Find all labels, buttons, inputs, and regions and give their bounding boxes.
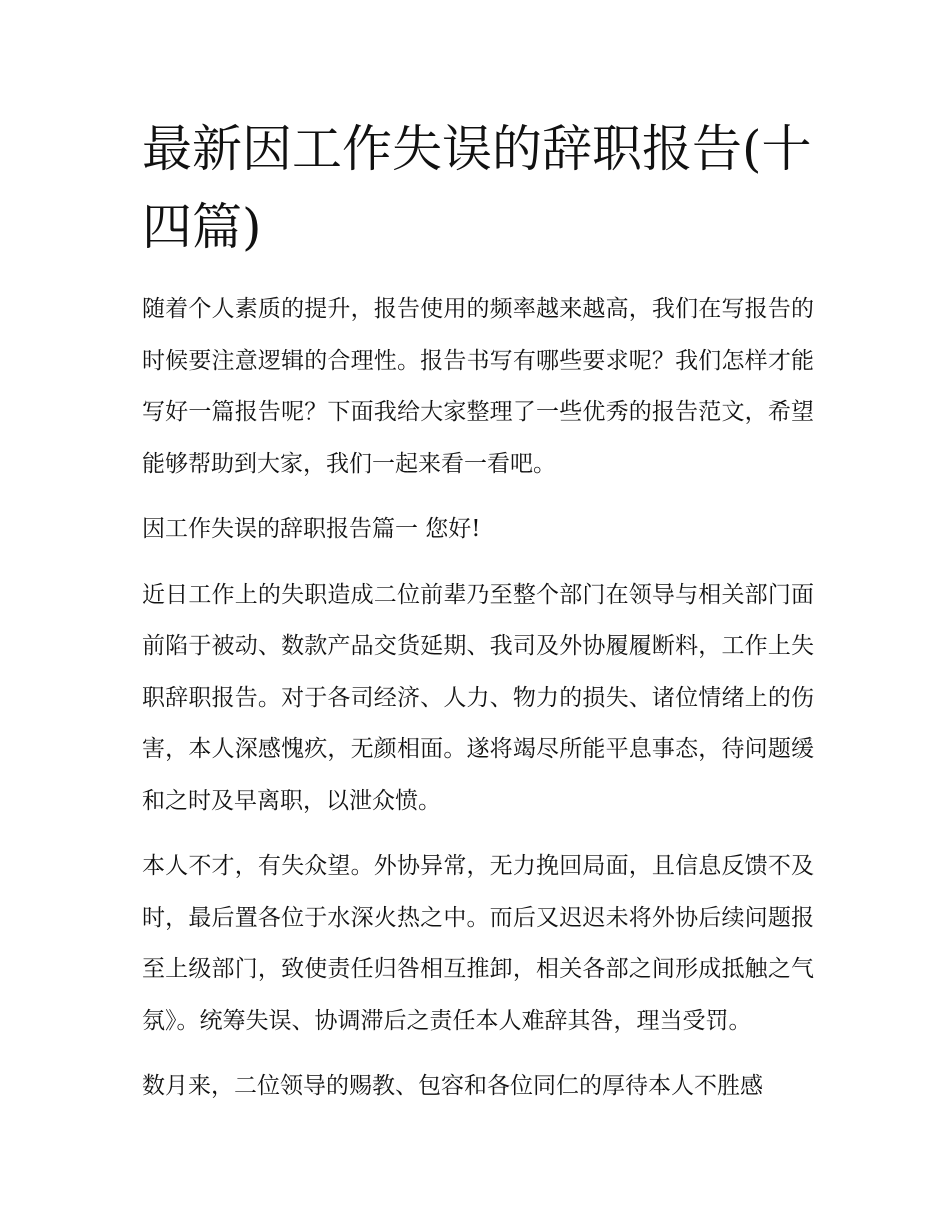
- document-title: 最新因工作失误的辞职报告(十四篇): [142, 120, 812, 256]
- paragraph-intro: 随着个人素质的提升，报告使用的频率越来越高，我们在写报告的时候要注意逻辑的合理性。报告书写有哪些要求呢？我们怎样才能写好一篇报告呢？下面我给大家整理了一些优秀的报告范文，希望能够帮助到大家，我们一起来看一看吧。: [142, 296, 814, 477]
- paragraph-body-1: 近日工作上的失职造成二位前辈乃至整个部门在领导与相关部门面前陷于被动、数款产品交货延期、我司及外协履履断料，工作上失职辞职报告。对于各司经济、人力、物力的损失、诸位情绪上的伤害，本人深感愧疚，无颜相面。遂将竭尽所能平息事态，待问题缓和之时及早离职，以泄众愤。: [142, 581, 814, 814]
- document-page: [142, 110, 814, 1113]
- paragraph-body-3: 数月来，二位领导的赐教、包容和各位同仁的厚待本人不胜感: [142, 1073, 763, 1099]
- paragraph-heading-greeting: 因工作失误的辞职报告篇一 您好!: [142, 516, 481, 542]
- paragraph-body-2: 本人不才，有失众望。外协异常，无力挽回局面，且信息反馈不及时，最后置各位于水深火热之中。而后又迟迟未将外协后续问题报至上级部门，致使责任归咎相互推卸，相关各部之间形成抵触之气氛》。统筹失误、协调滞后之责任本人难辞其咎，理当受罚。: [142, 853, 814, 1034]
